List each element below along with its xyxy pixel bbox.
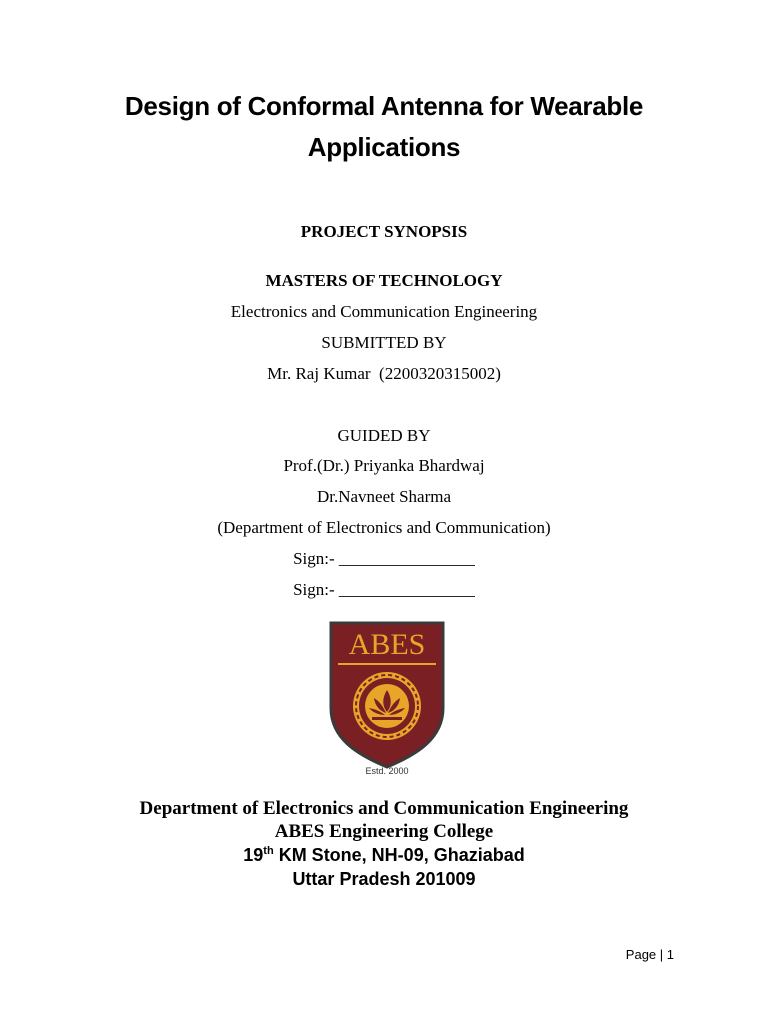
submitted-by-label: SUBMITTED BY [321, 333, 447, 352]
footer-department: Department of Electronics and Communication Engineering [139, 798, 629, 819]
footer-address [0, 844, 768, 866]
branch: Electronics and Communication Engineering [230, 302, 538, 321]
abes-logo [328, 620, 446, 778]
sign-line-1: Sign:- ________________ [293, 549, 475, 568]
document-title [60, 86, 708, 168]
guide-1: Prof.(Dr.) Priyanka Bhardwaj [283, 456, 485, 475]
guide-2: Dr.Navneet Sharma [316, 487, 452, 506]
logo-name-text: ABES [348, 628, 426, 661]
student-name: Mr. Raj Kumar (2200320315002) [267, 364, 501, 383]
address-rest: KM Stone, NH-09, Ghaziabad [273, 845, 525, 865]
degree: MASTERS OF TECHNOLOGY [265, 271, 503, 290]
guided-by-label: GUIDED BY [337, 426, 431, 445]
footer-college: ABES Engineering College [274, 821, 494, 842]
guide-department: (Department of Electronics and Communication) [217, 518, 551, 537]
logo-established-text: Estd. 2000 [365, 766, 409, 776]
title-line-1: Design of Conformal Antenna for Wearable [124, 91, 644, 121]
address-number: 19 [243, 845, 264, 865]
address-ordinal: th [263, 845, 274, 857]
project-type: PROJECT SYNOPSIS [300, 222, 468, 241]
page-number: Page | 1 [625, 947, 674, 962]
sign-line-2: Sign:- ________________ [293, 580, 475, 599]
title-line-2: Applications [307, 132, 461, 162]
footer-state: Uttar Pradesh 201009 [292, 869, 476, 889]
